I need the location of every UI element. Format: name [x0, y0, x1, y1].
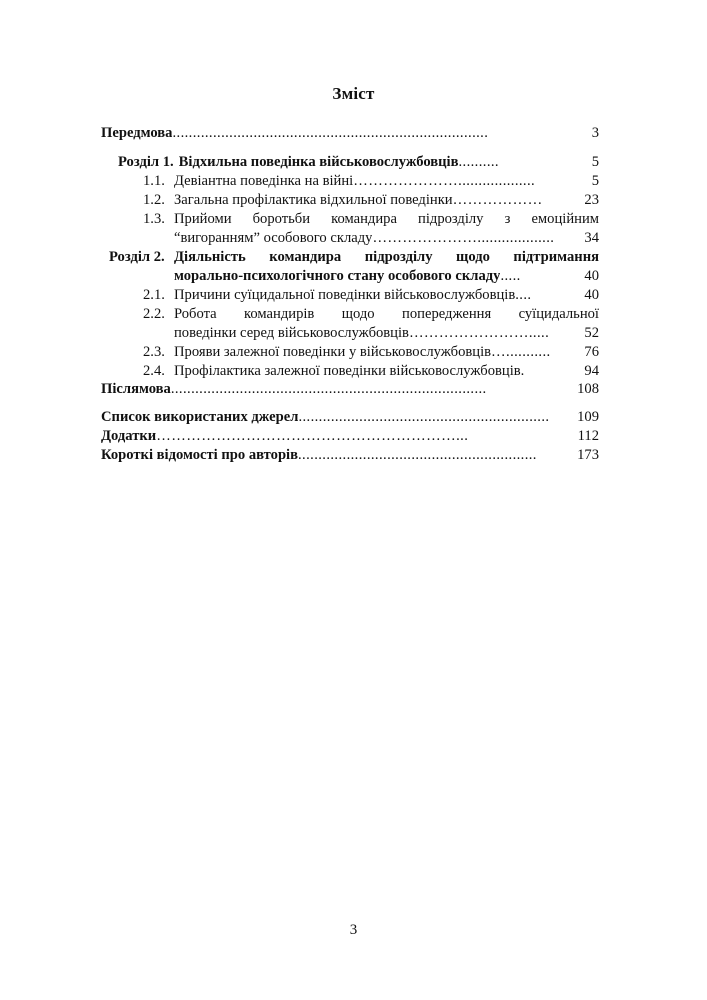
toc-leader: ....: [515, 287, 532, 303]
toc-leader: ..............................................................: [298, 409, 550, 425]
toc-label: Додатки: [101, 428, 157, 444]
toc-subsection-number: 1.1.: [143, 173, 165, 189]
toc-page-number: 173: [577, 447, 599, 463]
toc-page-number: 109: [577, 409, 599, 425]
toc-subsection-number: 2.2.: [143, 306, 165, 322]
toc-subsection-number: 1.3.: [143, 211, 165, 227]
toc-label-line-2: морально-психологічного стану особового складу: [174, 268, 501, 284]
toc-entry-2-4[interactable]: [143, 362, 599, 381]
toc-page-number: 94: [584, 363, 599, 379]
toc-label-line-1: Прийоми боротьби командира підрозділу з емоційним: [174, 211, 599, 227]
toc-page-number: 34: [584, 230, 599, 246]
toc-page-number: 40: [584, 268, 599, 284]
toc-subsection-number: 2.1.: [143, 287, 165, 303]
toc-label: Девіантна поведінка на війні: [174, 173, 354, 189]
toc-leader: …………………….....: [408, 325, 550, 341]
toc-entry-1-1[interactable]: [143, 172, 599, 191]
toc-leader: ………………: [452, 192, 543, 208]
toc-entry-1-2[interactable]: [143, 191, 599, 210]
toc-label-line-1: Робота командирів щодо попередження суїцидальної: [174, 306, 599, 322]
toc-label: Короткі відомості про авторів: [101, 447, 298, 463]
toc-page-number: 5: [591, 173, 599, 189]
toc-page-number: 76: [584, 344, 599, 360]
toc-label: Прояви залежної поведінки у військовослужбовців: [174, 344, 492, 360]
toc-section-number: Розділ 2.: [109, 249, 165, 265]
toc-page-number: 5: [591, 154, 599, 170]
page-title: Зміст: [332, 84, 375, 103]
toc-leader: …………………...................: [353, 173, 536, 189]
toc-leader: ...........................................................: [298, 447, 537, 463]
toc-label: Загальна профілактика відхильної поведінки: [174, 192, 453, 208]
toc-subsection-number: 1.2.: [143, 192, 165, 208]
toc-leader: ……………………………………………………...: [156, 428, 469, 444]
toc-page-number: 52: [584, 325, 599, 341]
toc-entry-preface[interactable]: [101, 124, 599, 143]
toc-label-line-2: “вигоранням” особового складу: [174, 230, 373, 246]
toc-entry-afterword[interactable]: [101, 380, 599, 399]
toc-leader: ..............................................................................: [172, 125, 489, 141]
toc-leader: ..............................................................................: [170, 381, 487, 397]
toc-entry-appendices[interactable]: [101, 427, 599, 446]
toc-entry-authors[interactable]: [101, 446, 599, 465]
toc-entry-2-2[interactable]: [143, 305, 599, 343]
toc-label: Відхильна поведінка військовослужбовців: [178, 154, 459, 170]
toc-label: Причини суїцидальної поведінки військовослужбовців: [174, 287, 516, 303]
toc-section-number: Розділ 1.: [118, 154, 174, 170]
toc-subsection-number: 2.4.: [143, 363, 165, 379]
toc-entry-1-3[interactable]: [143, 210, 599, 248]
toc-label: Список використаних джерел: [101, 409, 299, 425]
toc-leader: ..........: [458, 154, 499, 170]
toc-entry-2-1[interactable]: [143, 286, 599, 305]
toc-label-line-2: поведінки серед військовослужбовців: [174, 325, 409, 341]
toc-label: Післямова: [101, 381, 171, 397]
toc-entry-section-2[interactable]: [109, 248, 599, 286]
toc-page-number: 3: [591, 125, 599, 141]
toc-subsection-number: 2.3.: [143, 344, 165, 360]
toc-page-number: 112: [577, 428, 599, 444]
toc-page-number: 40: [584, 287, 599, 303]
toc-entry-2-3[interactable]: [143, 343, 599, 362]
toc-entry-references[interactable]: [101, 408, 599, 427]
toc-page-number: 108: [577, 381, 599, 397]
toc-page-number: 23: [584, 192, 599, 208]
toc-label: Передмова: [101, 125, 173, 141]
toc-leader: …………………...................: [372, 230, 555, 246]
page-number: 3: [349, 922, 358, 938]
toc-leader: .....: [500, 268, 521, 284]
toc-label-line-1: Діяльність командира підрозділу щодо підтримання: [174, 249, 599, 265]
toc-label: Профілактика залежної поведінки військовослужбовців.: [174, 363, 525, 379]
toc-entry-section-1[interactable]: [118, 153, 599, 172]
toc-leader: …...........: [491, 344, 551, 360]
